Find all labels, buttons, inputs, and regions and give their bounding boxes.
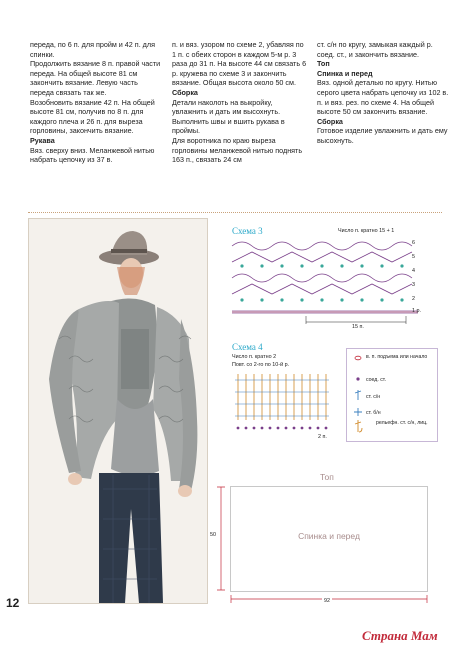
schema3-row-1: 1 р. bbox=[412, 308, 421, 314]
text-column-3 bbox=[317, 40, 449, 146]
legend-slip: соед. ст. bbox=[366, 377, 387, 383]
col1-paragraph: переда, по 6 п. для пройм и 42 п. для спинки. bbox=[30, 40, 155, 59]
text-column-2 bbox=[172, 40, 308, 165]
col3-paragraph: Готовое изделие увлажнить и дать ему высохнуть. bbox=[317, 126, 448, 145]
col2-paragraph: Для воротника по краю выреза горловины меланжевой нитью поднять 163 п., связать 24 см bbox=[172, 135, 303, 165]
schema4-title: Схема 4 bbox=[232, 342, 263, 352]
width-label: 92 bbox=[324, 598, 330, 604]
col2-paragraph: п. и вяз. узором по схеме 2, убавляя по 1 п. с обеих сторон в каждом 5-м р. 3 раза до 31 п. На высоте 44 см связать 6 р. кружева по схеме 3 и закончить вязание. Общая высота около 50 см. bbox=[172, 40, 307, 88]
col1-paragraph: Рукава bbox=[30, 135, 55, 145]
legend-relief: рельефн. ст. с/н, лиц. bbox=[376, 420, 428, 426]
schema3-row-3: 3 bbox=[412, 282, 415, 288]
col3-paragraph: Сборка bbox=[317, 116, 343, 126]
legend-sc: ст. б/н bbox=[366, 410, 381, 416]
pattern-top-label: Топ bbox=[320, 472, 334, 482]
pattern-box bbox=[230, 486, 428, 592]
col3-paragraph: Топ bbox=[317, 59, 330, 69]
legend-chain: в. п. подъема или начало bbox=[366, 354, 428, 360]
col1-paragraph: Продолжить вязание 8 п. правой части переда. На общей высоте 81 см закончить вязание. Левую часть переда связать так же. bbox=[30, 59, 161, 97]
schema3-row-4: 4 bbox=[412, 268, 415, 274]
col2-paragraph: Сборка bbox=[172, 87, 198, 97]
schema3-chart bbox=[230, 236, 430, 332]
col1-paragraph: Вяз. сверху вниз. Меланжевой нитью набрать цепочку из 37 в. bbox=[30, 145, 155, 165]
schema4-repeat2: Повт. со 2-го по 10-й р. bbox=[232, 362, 290, 368]
schema3-title: Схема 3 bbox=[232, 226, 263, 236]
page-number: 12 bbox=[6, 596, 20, 610]
text-column-1 bbox=[30, 40, 162, 165]
pattern-box-label: Спинка и перед bbox=[298, 531, 360, 541]
schema3-row-6: 6 bbox=[412, 240, 415, 246]
model-photo bbox=[28, 218, 208, 604]
schema4-repeat: Число п. кратно 2 bbox=[232, 354, 277, 360]
schema4-chart bbox=[232, 370, 340, 436]
height-dimension bbox=[214, 486, 228, 592]
schema4-bottom: 2 п. bbox=[318, 434, 327, 440]
schema3-row-5: 5 bbox=[412, 254, 415, 260]
section-divider bbox=[28, 212, 442, 213]
site-logo: Страна Мам bbox=[362, 628, 438, 643]
col3-paragraph: Вяз. одной деталью по кругу. Нитью серого цвета набрать цепочку из 102 в. п. и вяз. рез. по схеме 4. На общей высоте 50 см закончить вязание. bbox=[317, 78, 449, 117]
col3-paragraph: ст. с/н по кругу, замыкая каждый р. соед. ст., и закончить вязание. bbox=[317, 40, 433, 59]
schema3-width: 15 п. bbox=[352, 324, 364, 330]
col1-paragraph: Возобновить вязание 42 п. На общей высоте 81 см, получив по 8 п. для каждого плеча и 26 п. для выреза горловины, закончить вязание. bbox=[30, 97, 155, 136]
col2-paragraph: Детали наколоть на выкройку, увлажнить и дать им высохнуть. Выполнить швы и вшить рукава в проймы. bbox=[172, 97, 285, 136]
legend-dc: ст. с/н bbox=[366, 394, 381, 400]
height-label: 50 bbox=[210, 532, 216, 538]
col3-paragraph: Спинка и перед bbox=[317, 68, 373, 78]
schema3-repeat: Число п. кратно 15 + 1 bbox=[338, 228, 395, 234]
schema3-row-2: 2 bbox=[412, 296, 415, 302]
legend-symbols bbox=[350, 350, 366, 436]
